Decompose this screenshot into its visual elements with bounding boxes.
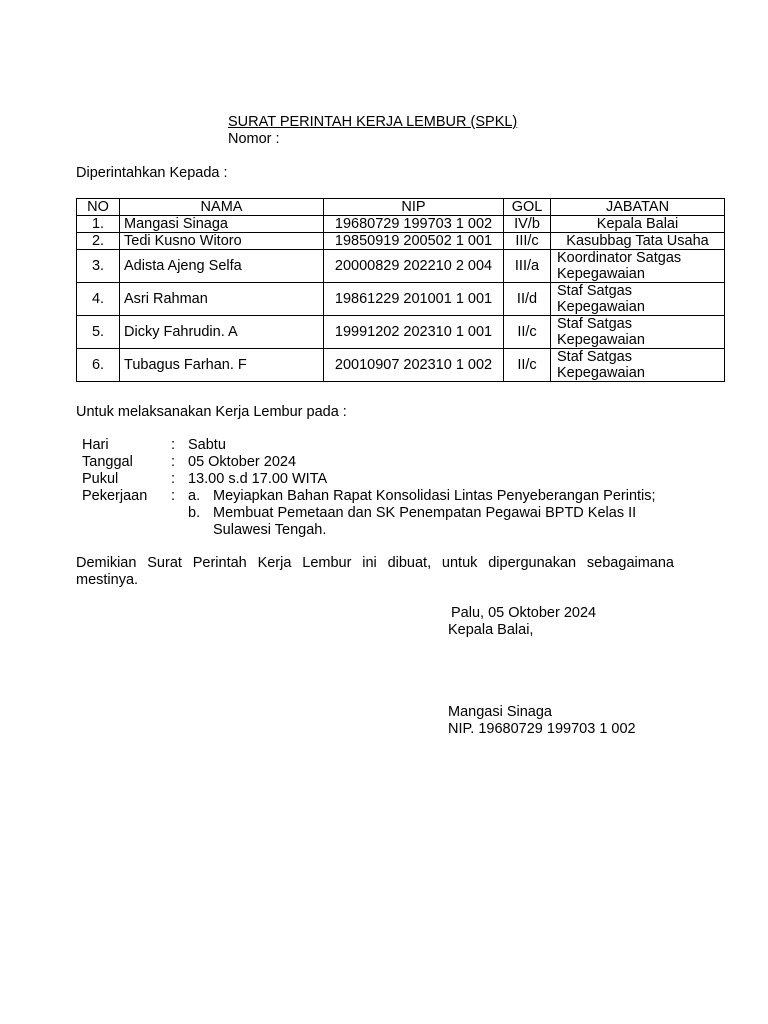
colon: : xyxy=(171,471,176,487)
cell-no: 3. xyxy=(77,250,120,283)
cell-no: 5. xyxy=(77,316,120,349)
cell-nip: 20010907 202310 1 002 xyxy=(324,349,504,382)
cell-jabatan: Kasubbag Tata Usaha xyxy=(551,233,725,250)
table-row xyxy=(77,349,725,382)
overtime-intro: Untuk melaksanakan Kerja Lembur pada : xyxy=(76,404,347,420)
cell-jabatan: Staf Satgas Kepegawaian xyxy=(551,349,725,382)
cell-nama: Asri Rahman xyxy=(120,283,324,316)
table-row xyxy=(77,316,725,349)
signatory-role: Kepala Balai, xyxy=(448,622,534,638)
hari-value: Sabtu xyxy=(188,437,226,453)
cell-nip: 19680729 199703 1 002 xyxy=(324,216,504,233)
cell-jabatan: Staf Satgas Kepegawaian xyxy=(551,316,725,349)
tanggal-value: 05 Oktober 2024 xyxy=(188,454,297,470)
cell-no: 1. xyxy=(77,216,120,233)
cell-gol: III/a xyxy=(504,250,551,283)
intro-text: Diperintahkan Kepada : xyxy=(76,165,228,181)
cell-no: 6. xyxy=(77,349,120,382)
table-row xyxy=(77,216,725,233)
cell-gol: IV/b xyxy=(504,216,551,233)
cell-no: 2. xyxy=(77,233,120,250)
document-title: SURAT PERINTAH KERJA LEMBUR (SPKL) xyxy=(228,114,518,130)
task-marker: a. xyxy=(188,488,201,504)
cell-nip: 20000829 202210 2 004 xyxy=(324,250,504,283)
hari-label: Hari xyxy=(82,437,109,453)
task-text: Meyiapkan Bahan Rapat Konsolidasi Lintas Penyeberangan Perintis; xyxy=(213,488,656,504)
column-header-nip: NIP xyxy=(324,199,504,216)
cell-nama: Tedi Kusno Witoro xyxy=(120,233,324,250)
cell-nip: 19861229 201001 1 001 xyxy=(324,283,504,316)
cell-gol: II/c xyxy=(504,316,551,349)
cell-nip: 19991202 202310 1 001 xyxy=(324,316,504,349)
closing-paragraph: Demikian Surat Perintah Kerja Lembur ini dibuat, untuk dipergunakan sebagaimana mestinya. xyxy=(76,555,674,588)
cell-nama: Mangasi Sinaga xyxy=(120,216,324,233)
cell-jabatan: Staf Satgas Kepegawaian xyxy=(551,283,725,316)
colon: : xyxy=(171,437,176,453)
task-marker: b. xyxy=(188,505,201,521)
table-row xyxy=(77,283,725,316)
staff-table xyxy=(76,198,725,382)
task-text: Membuat Pemetaan dan SK Penempatan Pegawai BPTD Kelas II xyxy=(213,505,637,521)
table-row xyxy=(77,250,725,283)
pekerjaan-label: Pekerjaan xyxy=(82,488,148,504)
cell-gol: II/c xyxy=(504,349,551,382)
pukul-value: 13.00 s.d 17.00 WITA xyxy=(188,471,328,487)
table-row xyxy=(77,233,725,250)
column-header-nama: NAMA xyxy=(120,199,324,216)
column-header-no: NO xyxy=(77,199,120,216)
table-header-row xyxy=(77,199,725,216)
cell-gol: II/d xyxy=(504,283,551,316)
cell-nip: 19850919 200502 1 001 xyxy=(324,233,504,250)
cell-nama: Dicky Fahrudin. A xyxy=(120,316,324,349)
cell-nama: Tubagus Farhan. F xyxy=(120,349,324,382)
colon: : xyxy=(171,454,176,470)
document-number: Nomor : xyxy=(228,131,280,147)
cell-gol: III/c xyxy=(504,233,551,250)
cell-jabatan: Koordinator Satgas Kepegawaian xyxy=(551,250,725,283)
column-header-jabatan: JABATAN xyxy=(551,199,725,216)
cell-jabatan: Kepala Balai xyxy=(551,216,725,233)
signatory-nip: NIP. 19680729 199703 1 002 xyxy=(448,721,636,737)
pukul-label: Pukul xyxy=(82,471,119,487)
cell-nama: Adista Ajeng Selfa xyxy=(120,250,324,283)
signatory-name: Mangasi Sinaga xyxy=(448,704,552,720)
cell-no: 4. xyxy=(77,283,120,316)
tanggal-label: Tanggal xyxy=(82,454,133,470)
task-text-continued: Sulawesi Tengah. xyxy=(213,522,327,538)
column-header-gol: GOL xyxy=(504,199,551,216)
place-date: Palu, 05 Oktober 2024 xyxy=(451,605,597,621)
colon: : xyxy=(171,488,176,504)
